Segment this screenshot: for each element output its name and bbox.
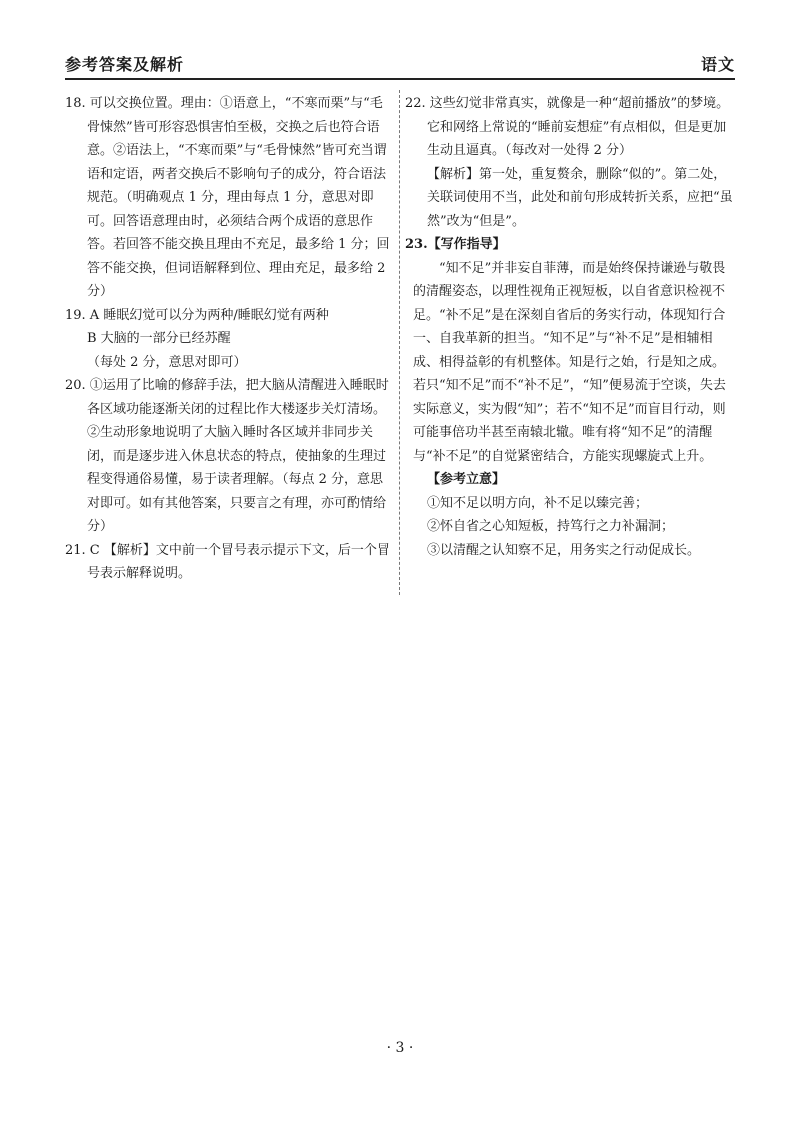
reference-idea-item: ①知不足以明方向，补不足以臻完善； bbox=[427, 495, 649, 511]
left-column bbox=[65, 92, 395, 586]
answer-18: 18. 可以交换位置。理由：①语意上，“不寒而栗”与“毛骨悚然”皆可形容恐惧害怕至极，交换之后也符合语意。②语法上，“不寒而栗”与“毛骨悚然”皆可充当谓语和定语，两者交换后不影响句子的成分，符合语法规范。（明确观点 1 分，理由每点 1 分，意思对即可。回答语意理由时，必须结合两个成语的意思作答。若回答不能交换且理由不充足，最多给 1 分；回答不能交换，但词语解释到位、理由充足，最多给 2 分） bbox=[65, 96, 390, 299]
answer-21: 21. C 【解析】文中前一个冒号表示提示下文，后一个冒号表示解释说明。 bbox=[65, 542, 390, 581]
page-number: · 3 · bbox=[386, 1040, 414, 1056]
answer-22-analysis: 【解析】第一处，重复赘余，删除“似的”。第二处，关联词使用不当，此处和前句形成转折关系，应把“虽然”改为“但是”。 bbox=[427, 166, 733, 229]
reference-ideas-heading: 【参考立意】 bbox=[427, 472, 506, 487]
header-title: 参考答案及解析 bbox=[65, 55, 185, 74]
right-column bbox=[405, 92, 735, 562]
answer-19-b: B 大脑的一部分已经苏醒 bbox=[87, 331, 231, 346]
answer-22: 22. 这些幻觉非常真实，就像是一种“超前播放”的梦境。它和网络上常说的“睡前妄想症”有点相似，但是更加生动且逼真。（每改对一处得 2 分） bbox=[405, 96, 730, 158]
answer-19-note: （每处 2 分，意思对即可） bbox=[87, 354, 247, 370]
reference-idea-item: ③以清醒之认知察不足，用务实之行动促成长。 bbox=[427, 542, 701, 558]
column-divider bbox=[399, 90, 400, 595]
answer-20: 20. ①运用了比喻的修辞手法，把大脑从清醒进入睡眠时各区域功能逐渐关闭的过程比作大楼逐步关灯清场。②生动形象地说明了大脑入睡时各区域并非同步关闭，而是逐步进入休息状态的特点，使抽象的生理过程变得通俗易懂，易于读者理解。（每点 2 分，意思对即可。如有其他答案，只要言之有理，亦可酌情给分） bbox=[65, 378, 389, 534]
writing-guide-paragraph: “知不足”并非妄自菲薄，而是始终保持谦逊与敬畏的清醒姿态，以理性视角正视短板，以自省意识检视不足。“补不足”是在深刻自省后的务实行动，体现知行合一、自我革新的担当。“知不足”与“补不足”是相辅相成、相得益彰的有机整体。知是行之始，行是知之成。若只“知不足”而不“补不足”，“知”便易流于空谈，失去实际意义，实为假“知”；若不“知不足”而盲目行动，则可能事倍功半甚至南辕北辙。唯有将“知不足”的清醒与“补不足”的自觉紧密结合，方能实现螺旋式上升。 bbox=[413, 260, 726, 464]
answer-19-a: 19. A 睡眠幻觉可以分为两种/睡眠幻觉有两种 bbox=[65, 307, 329, 323]
answer-23-heading: 23.【写作指导】 bbox=[405, 237, 506, 252]
header-subject: 语文 bbox=[700, 55, 735, 74]
reference-idea-item: ②怀自省之心知短板，持笃行之力补漏洞； bbox=[427, 519, 675, 534]
page-header bbox=[65, 50, 735, 80]
